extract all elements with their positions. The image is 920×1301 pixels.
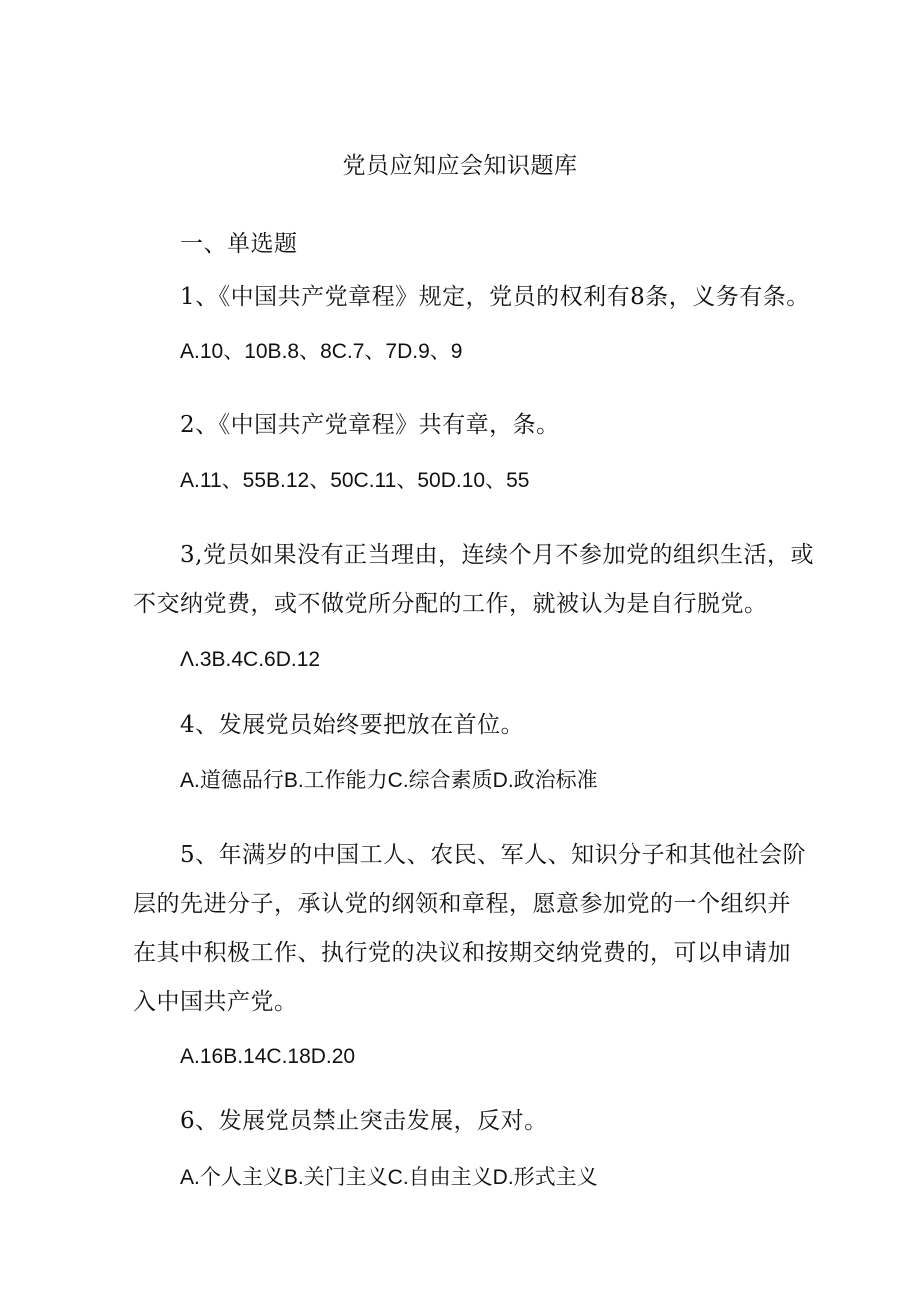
question-5-text-line-3: 在其中积极工作、执行党的决议和按期交纳党费的，可以申请加 (133, 940, 791, 966)
question-2-text: 2、《中国共产党章程》共有章，条。 (180, 412, 560, 438)
question-4-text: 4、发展党员始终要把放在首位。 (180, 712, 525, 738)
question-5-text-line-2: 层的先进分子，承认党的纲领和章程，愿意参加党的一个组织并 (133, 891, 791, 917)
question-3-text-line-1: 3,党员如果没有正当理由，连续个月不参加党的组织生活，或 (180, 542, 814, 568)
question-5-text-line-4: 入中国共产党。 (133, 989, 298, 1015)
question-4-options: A.道德品行B.工作能力C.综合素质D.政治标准 (180, 769, 598, 792)
question-5-options: A.16B.14C.18D.20 (180, 1045, 356, 1068)
question-3-text-line-2: 不交纳党费，或不做党所分配的工作，就被认为是自行脱党。 (133, 591, 768, 617)
section-heading: 一、单选题 (180, 231, 298, 257)
question-6-text: 6、发展党员禁止突击发展，反对。 (180, 1108, 548, 1134)
page-title: 党员应知应会知识题库 (342, 153, 578, 179)
question-1-text: 1、《中国共产党章程》规定，党员的权利有8条，义务有条。 (180, 284, 810, 310)
question-2-options: A.11、55B.12、50C.11、50D.10、55 (180, 469, 530, 492)
question-5-text-line-1: 5、年满岁的中国工人、农民、军人、知识分子和其他社会阶 (180, 842, 807, 868)
question-6-options: A.个人主义B.关门主义C.自由主义D.形式主义 (180, 1166, 598, 1189)
question-1-options: A.10、10B.8、8C.7、7D.9、9 (180, 340, 463, 363)
question-3-options: Λ.3B.4C.6D.12 (180, 648, 321, 671)
